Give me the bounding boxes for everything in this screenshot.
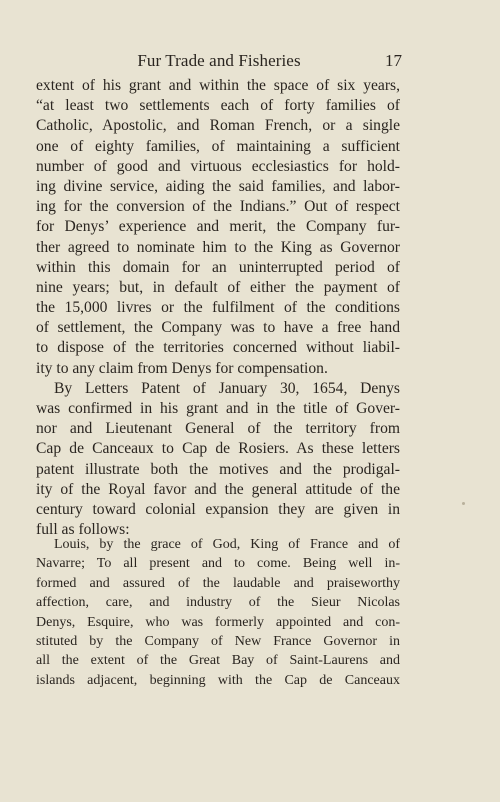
quote-line: affection, care, and industry of the Sieur Nicolas [36, 595, 400, 611]
quote-line: Navarre; To all present and to come. Being well in- [36, 556, 400, 572]
quote-line: Denys, Esquire, who was formerly appointed and con- [36, 614, 400, 630]
text-line: to dispose of the territories concerned without liabil- [36, 339, 400, 357]
text-line: nine years; but, in default of either the payment of [36, 278, 400, 296]
text-line: nor and Lieutenant General of the territory from [36, 420, 400, 438]
page-number: 17 [385, 51, 402, 70]
text-line: extent of his grant and within the space of six years, [36, 77, 400, 94]
text-line: number of good and virtuous ecclesiastics for hold- [36, 157, 400, 175]
quote-line: stituted by the Company of New France Governor in [36, 633, 400, 649]
text-line: “at least two settlements each of forty families of [36, 97, 400, 115]
text-line: of settlement, the Company was to have a free hand [36, 319, 400, 337]
quote-line: islands adjacent, beginning with the Cap de Canceaux [36, 672, 400, 688]
body-text [36, 76, 400, 540]
text-line: one of eighty families, of maintaining a sufficient [36, 137, 400, 155]
text-line: within this domain for an uninterrupted period of [36, 258, 400, 276]
text-line: was confirmed in his grant and in the title of Gover- [36, 400, 400, 417]
running-title: Fur Trade and Fisheries [137, 51, 301, 70]
text-line: Cap de Canceaux to Cap de Rosiers. As these letters [36, 440, 400, 458]
text-line: ing divine service, aiding the said families, and labor- [36, 177, 400, 195]
text-line: patent illustrate both the motives and the prodigal- [36, 460, 400, 478]
block-quote [36, 535, 400, 690]
text-line: ity of the Royal favor and the general attitude of the [36, 480, 400, 498]
text-line: ity to any claim from Denys for compensation. [36, 359, 328, 377]
text-line: the 15,000 livres or the fulfilment of the conditions [36, 299, 400, 317]
paper-speck [462, 502, 465, 505]
quote-line: formed and assured of the laudable and praiseworthy [36, 575, 400, 591]
page-header [36, 51, 402, 73]
text-line: full as follows: [36, 521, 130, 539]
text-line: century toward colonial expansion they are given in [36, 500, 400, 518]
text-line: By Letters Patent of January 30, 1654, Denys [54, 379, 400, 397]
text-line: Catholic, Apostolic, and Roman French, or a single [36, 117, 400, 135]
text-line: ing for the conversion of the Indians.” Out of respect [36, 198, 400, 216]
quote-line: Louis, by the grace of God, King of France and of [54, 537, 400, 552]
text-line: ther agreed to nominate him to the King as Governor [36, 238, 400, 256]
quote-line: all the extent of the Great Bay of Saint-Laurens and [36, 653, 400, 669]
text-line: for Denys’ experience and merit, the Company fur- [36, 218, 400, 236]
